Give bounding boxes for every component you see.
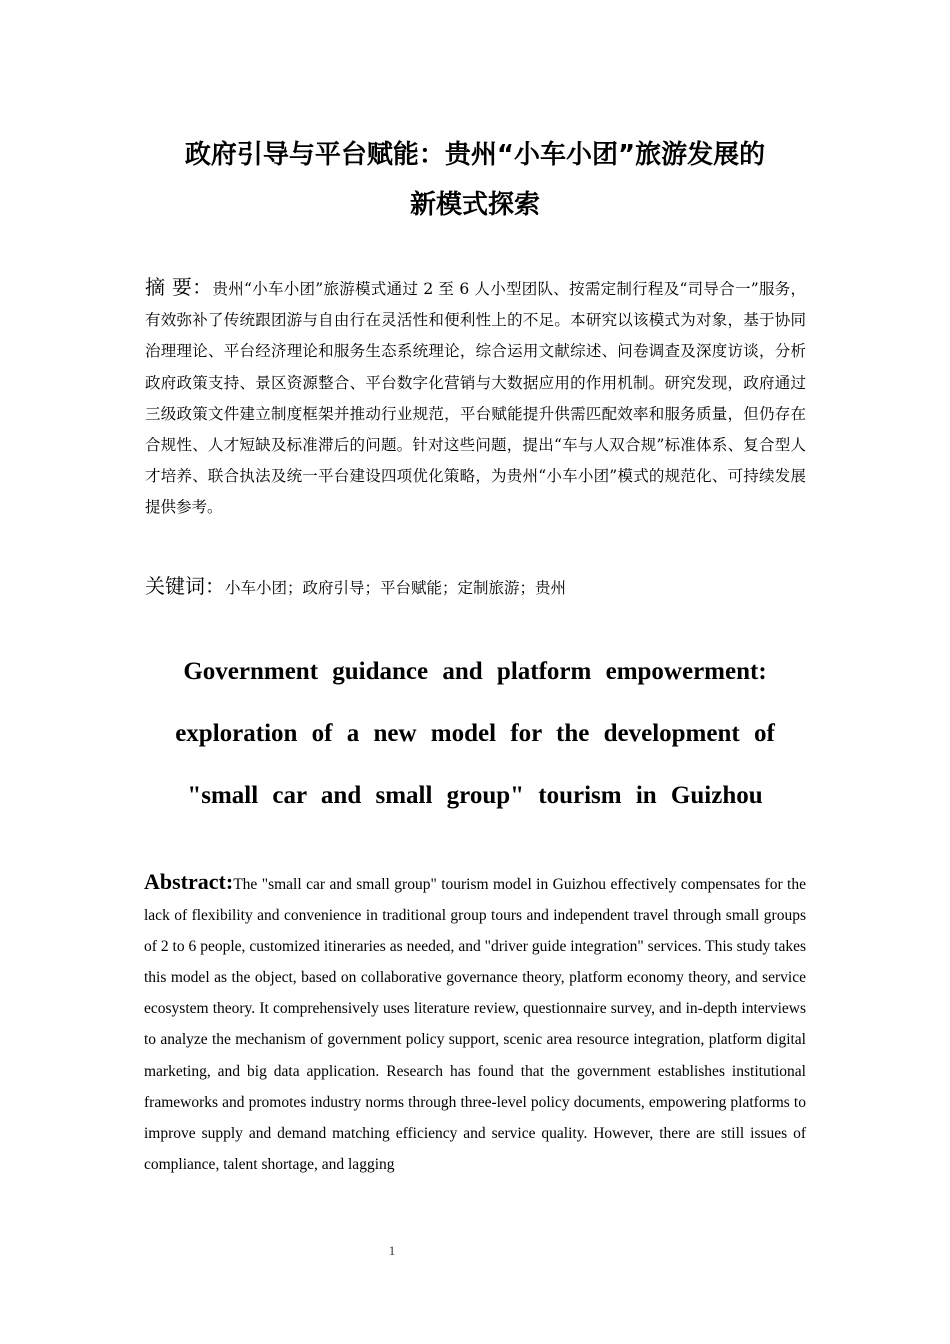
english-abstract-label: Abstract:: [144, 869, 234, 894]
english-title-line-1: Government guidance and platform empowerment:: [183, 658, 767, 685]
keywords-label: 关键词：: [145, 574, 225, 598]
chinese-abstract-text: 贵州“小车小团”旅游模式通过 2 至 6 人小型团队、按需定制行程及“司导合一”服务，有效弥补了传统跟团游与自由行在灵活性和便利性上的不足。本研究以该模式为对象，基于协同治理理论、平台经济理论和服务生态系统理论，综合运用文献综述、问卷调查及深度访谈，分析政府政策支持、景区资源整合、平台数字化营销与大数据应用的作用机制。研究发现，政府通过三级政策文件建立制度框架并推动行业规范，平台赋能提升供需匹配效率和服务质量，但仍存在合规性、人才短缺及标准滞后的问题。针对这些问题，提出“车与人双合规”标准体系、复合型人才培养、联合执法及统一平台建设四项优化策略，为贵州“小车小团”模式的规范化、可持续发展提供参考。: [145, 280, 806, 517]
chinese-abstract: [145, 272, 806, 524]
english-title-line-2: exploration of a new model for the development of: [175, 720, 775, 747]
english-abstract: [144, 866, 806, 1180]
chinese-title-line-1: 政府引导与平台赋能：贵州“小车小团”旅游发展的: [184, 140, 766, 170]
page-number: 1: [388, 1243, 396, 1258]
chinese-title-line-2: 新模式探索: [409, 190, 540, 220]
english-abstract-text: The "small car and small group" tourism model in Guizhou effectively compensates for the lack of flexibility and convenience in traditional group tours and independent travel through small groups of 2 to 6 people, customized itineraries as needed, and "driver guide integration" services. This study takes this model as the object, based on collaborative governance theory, platform economy theory, and service ecosystem theory. It comprehensively uses literature review, questionnaire survey, and in-depth interviews to analyze the mechanism of government policy support, scenic area resource integration, platform digital marketing, and big data application. Research has found that the government establishes institutional frameworks and promotes industry norms through three-level policy documents, empowering platforms to improve supply and demand matching efficiency and service quality. However, there are still issues of compliance, talent shortage, and lagging: [144, 876, 806, 1173]
chinese-abstract-label: 摘 要：: [145, 275, 213, 299]
keywords-text: 小车小团；政府引导；平台赋能；定制旅游；贵州: [225, 579, 567, 597]
english-title-line-3: "small car and small group" tourism in Guizhou: [187, 782, 763, 809]
chinese-keywords: [145, 570, 806, 604]
